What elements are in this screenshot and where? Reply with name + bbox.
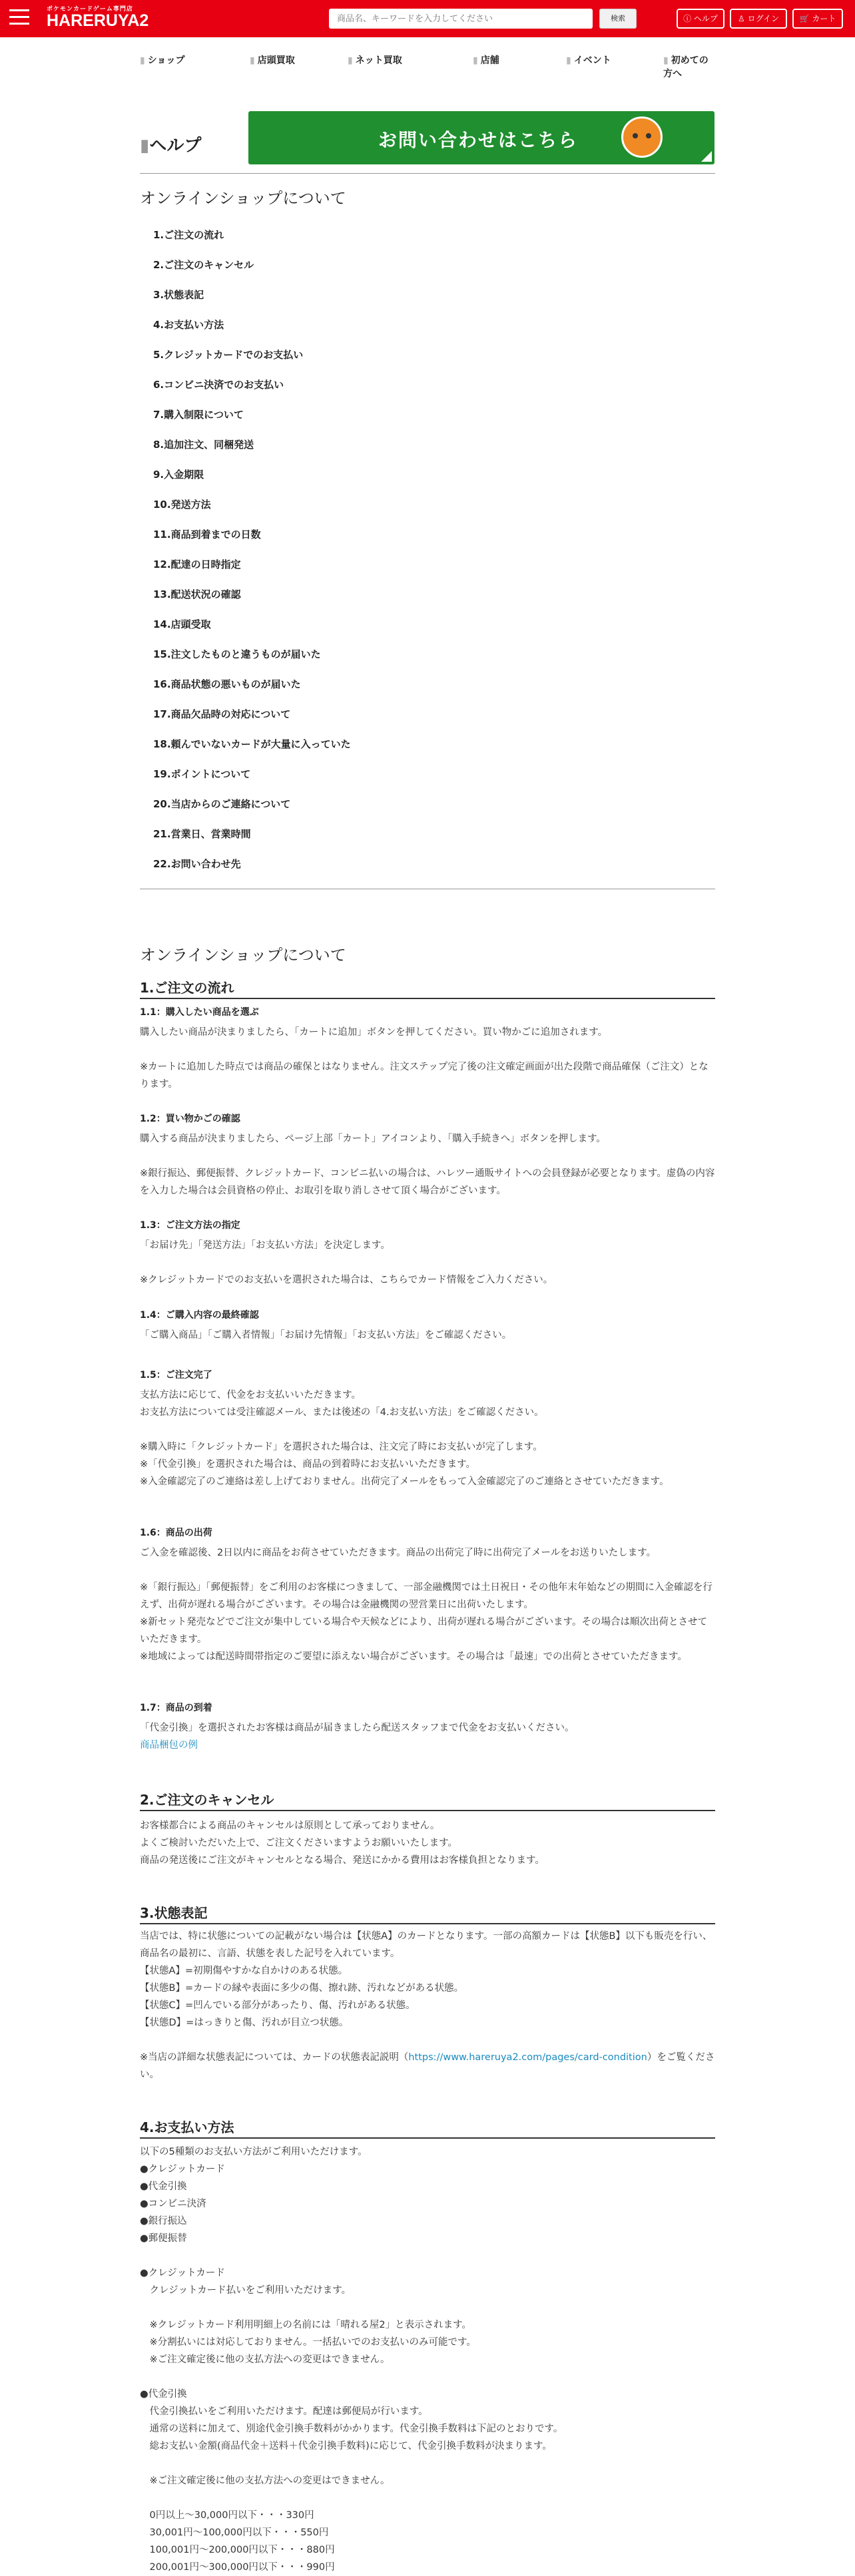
section-4-text: 以下の5種類のお支払い方法がご利用いただけます。 ●クレジットカード ●代金引換 ●コンビニ決済 ●銀行振込 ●郵便振替 ●クレジットカード クレジットカード払いをご利用いただけます。 ※クレジットカード利用明細上の名前には「晴れる屋2」と表示されます。 ※分割払いには対応しておりません。一括払いでのお支払いのみ可能です。 ※ご注文確定後に他の支払方法への変更はできません。 ●代金引換 代金引換払いをご利用いただけます。配達は郵便局が行います。 通常の送料に加えて、別途代金引換手数料がかかります。代金引換手数料は下記のとおりです。 総お支払い金額(商品代金＋送料＋代金引換手数料)に応じて、代金引換手数料が決まります。 ※ご注文確定後に他の支払方法への変更はできません。 0円以上〜30,000円以下・・・330円 30,001円〜100,000円以下・・・550円 100,001円〜200,000円以下・・・880円 200,001円〜300,000円以下・・・990円 [140,2147,563,2573]
toc-item[interactable]: 17.商品欠品時の対応について [153,708,291,720]
toc-item[interactable]: 9.入金期限 [153,469,204,481]
step-1-3-title: 1.3：ご注文方法の指定 [140,1220,240,1231]
toc-item[interactable]: 18.頼んでいないカードが大量に入っていた [153,738,351,750]
main-nav [140,53,715,79]
toc-item[interactable]: 19.ポイントについて [153,768,251,780]
step-1-4-title: 1.4：ご購入内容の最終確認 [140,1310,259,1321]
toc-item[interactable]: 6.コンビニ決済でのお支払い [153,379,284,391]
step-1-1-title: 1.1：購入したい商品を選ぶ [140,1007,259,1018]
site-header [0,0,855,37]
page-title: ▮ヘルプ [140,136,202,156]
section-heading: オンラインショップについて [140,189,346,208]
mascot-icon [621,116,663,158]
nav-item-shop[interactable]: ▮ ショップ [140,55,185,66]
toc-item[interactable]: 7.購入制限について [153,409,244,421]
section-4-title: 4.お支払い方法 [140,2117,715,2139]
corner-arrow-icon [701,151,712,162]
nav-item-net-buy[interactable]: ▮ ネット買取 [348,55,402,66]
nav-item-beginners[interactable]: ▮ 初めての方へ [663,55,709,79]
toc-item[interactable]: 13.配送状況の確認 [153,588,241,600]
nav-item-stores[interactable]: ▮ 店舗 [473,55,499,66]
contact-banner-label: お問い合わせはこちら [378,129,579,151]
cart-button-label: カート [812,14,836,23]
toc-item[interactable]: 22.お問い合わせ先 [153,858,241,870]
logo-tagline: ポケモンカードゲーム専門店 [47,6,133,13]
section-2-title: 2.ご注文のキャンセル [140,1789,715,1811]
help-button[interactable]: ⓘ ヘルプ [677,9,724,29]
toc-item[interactable]: 21.営業日、営業時間 [153,828,251,840]
section-3-text: 当店では、特に状態についての記載がない場合は【状態A】のカードとなります。一部の高額カードは【状態B】以下も販売を行い、商品名の最初に、言語、状態を表した記号を入れています。 【状態A】=初期傷やすかな自かけのある状態。 【状態B】=カードの縁や表面に多少の傷、擦れ跡、汚れなどがある状態。 【状態C】=凹んでいる部分があったり、傷、汚れがある状態。 【状態D】=はっきりと傷、汚れが目立つ状態。 [140,1931,712,2028]
toc-item[interactable]: 2.ご注文のキャンセル [153,259,254,271]
step-1-7-title: 1.7：商品の到着 [140,1703,212,1713]
contact-banner[interactable] [248,111,714,164]
login-button[interactable]: ♙ ログイン [730,9,787,29]
hamburger-menu-icon[interactable] [9,9,29,25]
step-1-5-text: 支払方法に応じて、代金をお支払いいただきます。 お支払方法については受注確認メール、または後述の「4.お支払い方法」をご確認ください。 ※購入時に「クレジットカード」を選択された場合は、注文完了時にお支払いが完了します。 ※「代金引換」を選択された場合は、商品の到着時にお支払いいただきます。 ※入金確認完了のご連絡は差し上げておりません。出荷完了メールをもって入金確認完了のご連絡とさせていただきます。 [140,1390,669,1487]
card-condition-link[interactable]: https://www.hareruya2.com/pages/card-condition [408,2052,647,2063]
toc-item[interactable]: 15.注文したものと違うものが届いた [153,648,321,660]
section-3-note: ※当店の詳細な状態表記については、カードの状態表記説明（https://www.hareruya2.com/pages/card-condition）をご覧ください。 [140,2052,715,2080]
toc-item[interactable]: 14.店頭受取 [153,618,211,630]
nav-item-events[interactable]: ▮ イベント [566,55,611,66]
nav-item-store-buy[interactable]: ▮ 店頭買取 [250,55,295,66]
toc-item[interactable]: 5.クレジットカードでのお支払い [153,349,304,361]
search-button[interactable]: 検索 [599,9,637,29]
step-1-2-title: 1.2：買い物かごの確認 [140,1114,240,1124]
toc-item[interactable]: 8.追加注文、同梱発送 [153,439,254,451]
toc-item[interactable]: 20.当店からのご連絡について [153,798,291,810]
step-1-5-title: 1.5：ご注文完了 [140,1370,212,1381]
step-1-1-text: 購入したい商品が決まりましたら、「カートに追加」ボタンを押してください。買い物かごに追加されます。 ※カートに追加した時点では商品の確保とはなりません。注文ステップ完了後の注文確定画面が出た段階で商品確保（ご注文）となります。 [140,1027,709,1090]
help-button-label: ヘルプ [693,14,718,23]
cart-button[interactable]: 🛒 カート [792,9,843,29]
section-2-text: お客様都合による商品のキャンセルは原則として承っておりません。 よくご検討いただいた上で、ご注文くださいますようお願いいたします。 商品の発送後にご注文がキャンセルとなる場合、発送にかかる費用はお客様負担となります。 [140,1821,545,1866]
toc-item[interactable]: 3.状態表記 [153,289,204,301]
toc-item[interactable]: 1.ご注文の流れ [153,229,224,241]
search-input[interactable] [329,9,593,29]
toc-item[interactable]: 4.お支払い方法 [153,319,224,331]
toc-item[interactable]: 16.商品状態の悪いものが届いた [153,678,301,690]
toc-item[interactable]: 11.商品到着までの日数 [153,529,261,540]
packaging-example-link[interactable]: 商品梱包の例 [140,1740,198,1751]
table-of-contents [153,228,553,887]
step-1-2-text: 購入する商品が決まりましたら、ページ上部「カート」アイコンより、「購入手続きへ」ボタンを押します。 ※銀行振込、郵便振替、クレジットカード、コンビニ払いの場合は、ハレツー通販サイトへの会員登録が必要となります。虚偽の内容を入力した場合は会員資格の停止、お取引を取り消しさせて頂く場合がございます。 [140,1134,715,1196]
step-1-6-title: 1.6：商品の出荷 [140,1528,212,1538]
step-1-4-text: 「ご購入商品」「ご購入者情報」「お届け先情報」「お支払い方法」をご確認ください。 [140,1330,512,1341]
login-button-label: ログイン [747,14,779,23]
toc-item[interactable]: 12.配達の日時指定 [153,558,241,570]
divider [140,173,715,174]
toc-item[interactable]: 10.発送方法 [153,499,211,511]
site-logo[interactable]: HARERUYA2 [47,11,149,30]
section-1-title: 1.ご注文の流れ [140,977,715,999]
content-heading: オンラインショップについて [140,946,346,965]
step-1-3-text: 「お届け先」「発送方法」「お支払い方法」を決定します。 ※クレジットカードでのお支払いを選択された場合は、こちらでカード情報をご入力ください。 [140,1240,553,1285]
step-1-7-text: 「代金引換」を選択されたお客様は商品が届きましたら配送スタッフまで代金をお支払いください。 [140,1723,575,1733]
step-1-6-text: ご入金を確認後、2日以内に商品をお荷させていただきます。商品の出荷完了時に出荷完了メールをお送りいたします。 ※「銀行振込」「郵便振替」をご利用のお客様につきまして、一部金融機関では土日祝日・その他年末年始などの期間に入金確認を行えず、出荷が遅れる場合がございます。その場合は金融機関の翌営業日に出荷いたします。 ※新セット発売などでご注文が集中している場合や天候などにより、出荷が遅れる場合がございます。その場合は順次出荷とさせていただきます。 ※地域によっては配送時間帯指定のご要望に添えない場合がございます。その場合は「最速」での出荷とさせていただきます。 [140,1548,712,1662]
section-3-title: 3.状態表記 [140,1902,715,1924]
